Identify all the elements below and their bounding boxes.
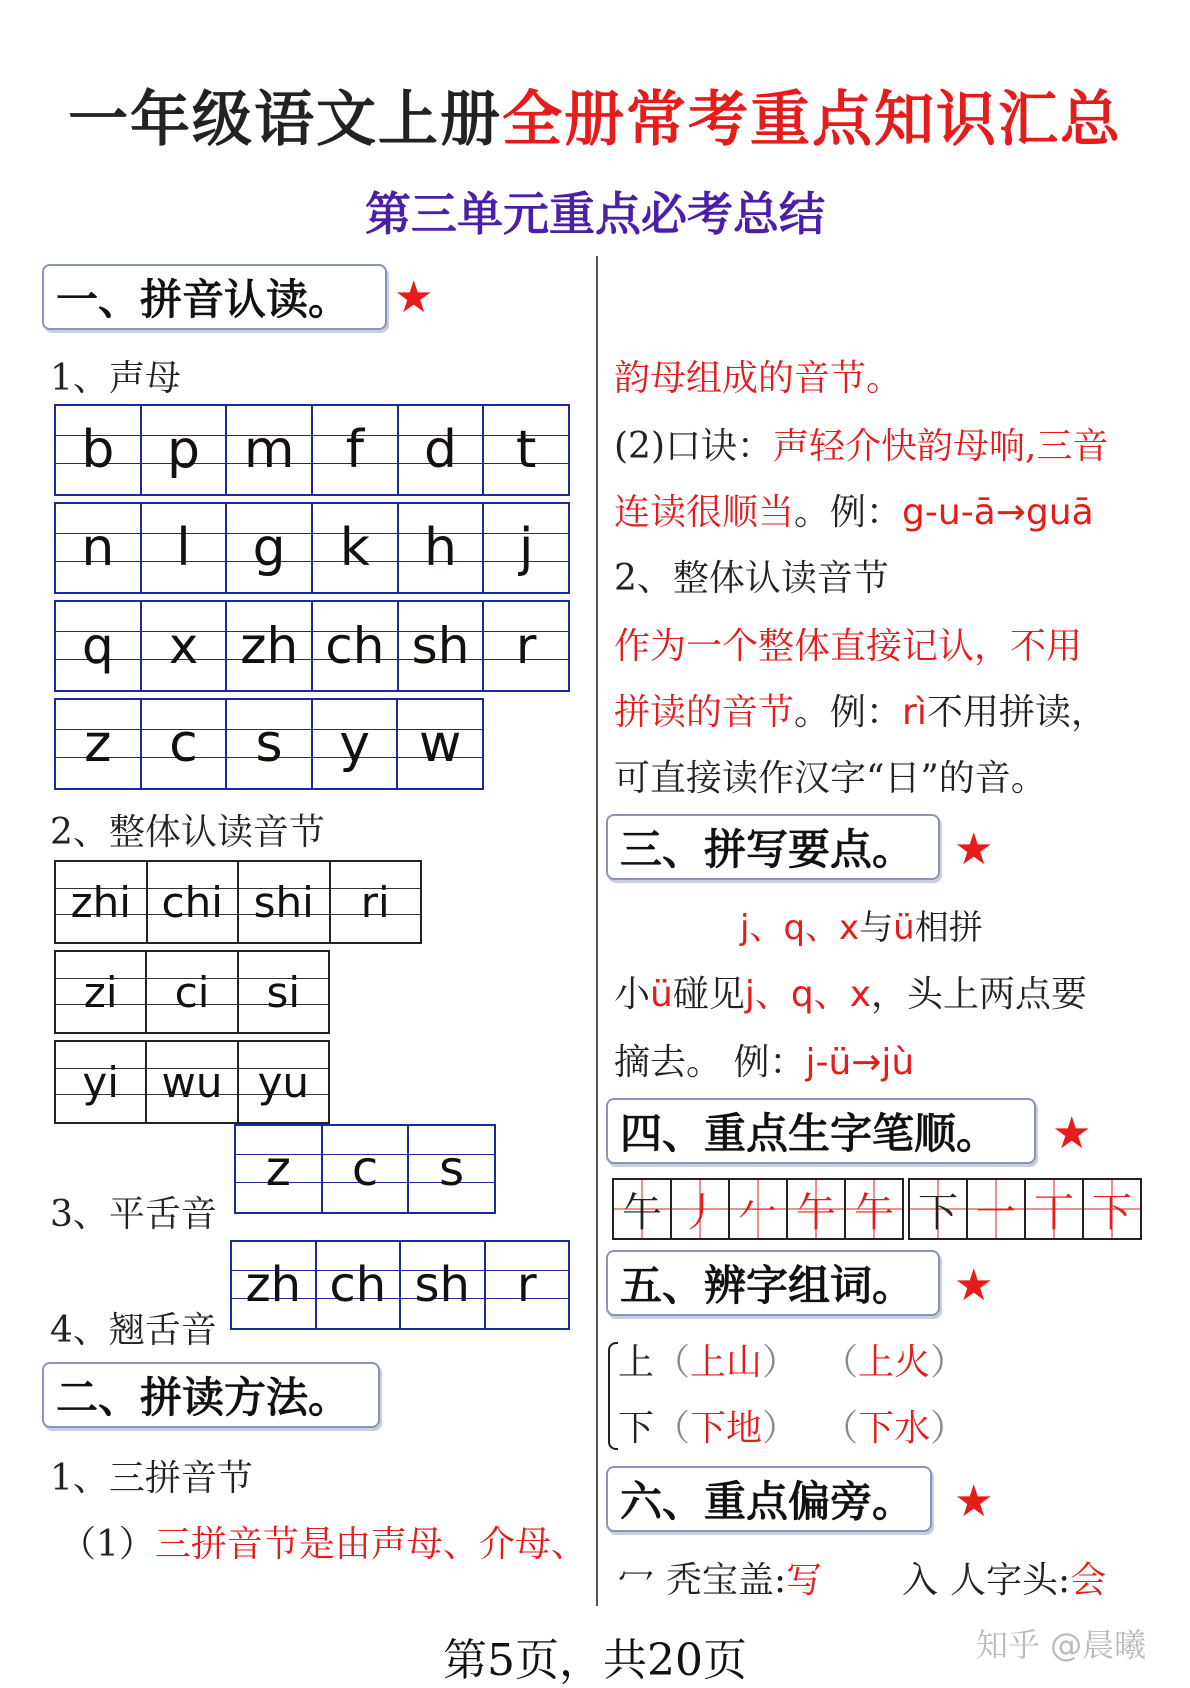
initial-cell: g [227,504,313,592]
star-icon: ★ [954,1260,994,1311]
watermark: 知乎 @晨曦 [976,1626,1147,1664]
whole-syllable-desc-3: 可直接读作汉字“日”的音。 [614,758,1047,799]
stroke-box: 一 [966,1178,1026,1240]
initials-label: 1、声母 [50,358,181,399]
rhyme-line-1: (2)口诀：声轻介快韵母响,三音 [614,426,1109,467]
star-icon: ★ [954,824,994,875]
section-header-spelling-rules: 三、拼写要点。 [606,814,940,880]
rule-line-2: 摘去。 例：j-ü→jù [614,1042,915,1083]
whole-syllable-table [54,860,422,1124]
initial-cell: y [313,700,399,788]
initial-cell: r [515,617,537,675]
section-header-word-groups: 五、辨字组词。 [606,1250,940,1316]
star-icon: ★ [394,272,434,323]
initials-row-4 [54,698,484,790]
whole-row-2 [54,950,330,1034]
curl-cell: ch [317,1242,402,1328]
initial-cell: s [227,700,313,788]
flat-cell: z [236,1126,323,1212]
syllable-cell: ri [360,877,390,927]
initial-cell: x [142,602,228,690]
initial-cell: sh [399,602,485,690]
initial-cell: h [399,504,485,592]
syllable-cell: yu [257,1057,310,1107]
syllable-cell: yi [56,1042,147,1122]
three-syllable-cont: 韵母组成的音节。 [614,358,903,399]
syllable-cell: zhi [56,862,148,942]
word-group-xia: 下（下地） （下水） [618,1408,967,1449]
curl-tongue-label: 4、翘舌音 [50,1310,217,1351]
rule-line-1: 小ü碰见j、q、x，头上两点要 [614,974,1088,1015]
flat-cell: s [439,1141,465,1197]
initial-cell: k [313,504,399,592]
whole-syllable-label-right: 2、整体认读音节 [614,558,889,599]
curl-cell: r [516,1257,537,1313]
page-subtitle: 第三单元重点必考总结 [365,187,825,241]
initials-row-3 [54,600,570,692]
initials-row-2 [54,502,570,594]
initial-cell: d [399,406,485,494]
stroke-box: 丅 [1024,1178,1084,1240]
initials-table [54,404,570,790]
initial-cell: c [142,700,228,788]
stroke-order-grid [614,1178,1142,1240]
radical-mi: 冖 秃宝盖:写 [618,1560,823,1601]
star-icon: ★ [954,1476,994,1527]
title-black: 一年级语文上册 [68,85,502,155]
brace-icon [608,1342,618,1450]
initial-cell: ch [313,602,399,690]
stroke-box: 下 [908,1178,968,1240]
page-title [0,72,1190,158]
section-header-stroke-order: 四、重点生字笔顺。 [606,1098,1036,1164]
initial-cell: t [516,420,537,480]
section-header-spelling-method: 二、拼读方法。 [42,1362,380,1428]
section-header-pinyin: 一、拼音认读。 [42,264,387,330]
initial-cell: m [227,406,313,494]
stroke-box: 丿 [670,1178,730,1240]
flat-tongue-label: 3、平舌音 [50,1194,217,1235]
whole-syllable-desc-2: 拼读的音节。例：rì不用拼读， [614,692,1107,733]
initial-cell: n [56,504,142,592]
syllable-cell: chi [148,862,240,942]
syllable-cell: si [266,967,301,1017]
flat-cell: c [323,1126,410,1212]
title-red: 全册常考重点知识汇总 [502,85,1122,155]
syllable-cell: ci [147,952,238,1032]
whole-row-3 [54,1040,330,1124]
initial-cell: w [418,714,462,774]
radical-ren: 入 人字头:会 [902,1560,1107,1601]
word-group-shang: 上（上山） （上火） [618,1342,967,1383]
stroke-box: 午 [844,1178,904,1240]
stroke-box: 午 [612,1178,672,1240]
stroke-box: 下 [1082,1178,1142,1240]
initial-cell: f [313,406,399,494]
star-icon: ★ [1052,1108,1092,1159]
section-header-radicals: 六、重点偏旁。 [606,1466,932,1532]
initial-cell: p [142,406,228,494]
initial-cell: b [56,406,142,494]
whole-syllable-label: 2、整体认读音节 [50,812,325,853]
flat-tongue-table [234,1124,496,1214]
three-syllable-text: （1）三拼音节是由声母、介母、 [60,1524,587,1565]
syllable-cell: shi [239,862,331,942]
page-number: 第5页，共20页 [443,1635,747,1686]
column-divider [596,256,598,1606]
three-syllable-label: 1、三拼音节 [50,1458,253,1499]
whole-row-1 [54,860,422,944]
curl-cell: sh [401,1242,486,1328]
whole-syllable-desc-1: 作为一个整体直接记认，不用 [614,626,1083,667]
initial-cell: j [518,518,534,578]
syllable-cell: zi [56,952,147,1032]
initials-row-1 [54,404,570,496]
initial-cell: l [142,504,228,592]
stroke-box: 𠂉 [728,1178,788,1240]
curl-cell: zh [232,1242,317,1328]
initial-cell: zh [227,602,313,690]
initial-cell: q [56,602,142,690]
rhyme-line-2: 连读很顺当。例：g-u-ā→guā [614,492,1094,533]
jqx-title: j、q、x与ü相拼 [740,908,983,948]
curl-tongue-table [230,1240,570,1330]
syllable-cell: wu [147,1042,238,1122]
initial-cell: z [56,700,142,788]
stroke-box: 午 [786,1178,846,1240]
